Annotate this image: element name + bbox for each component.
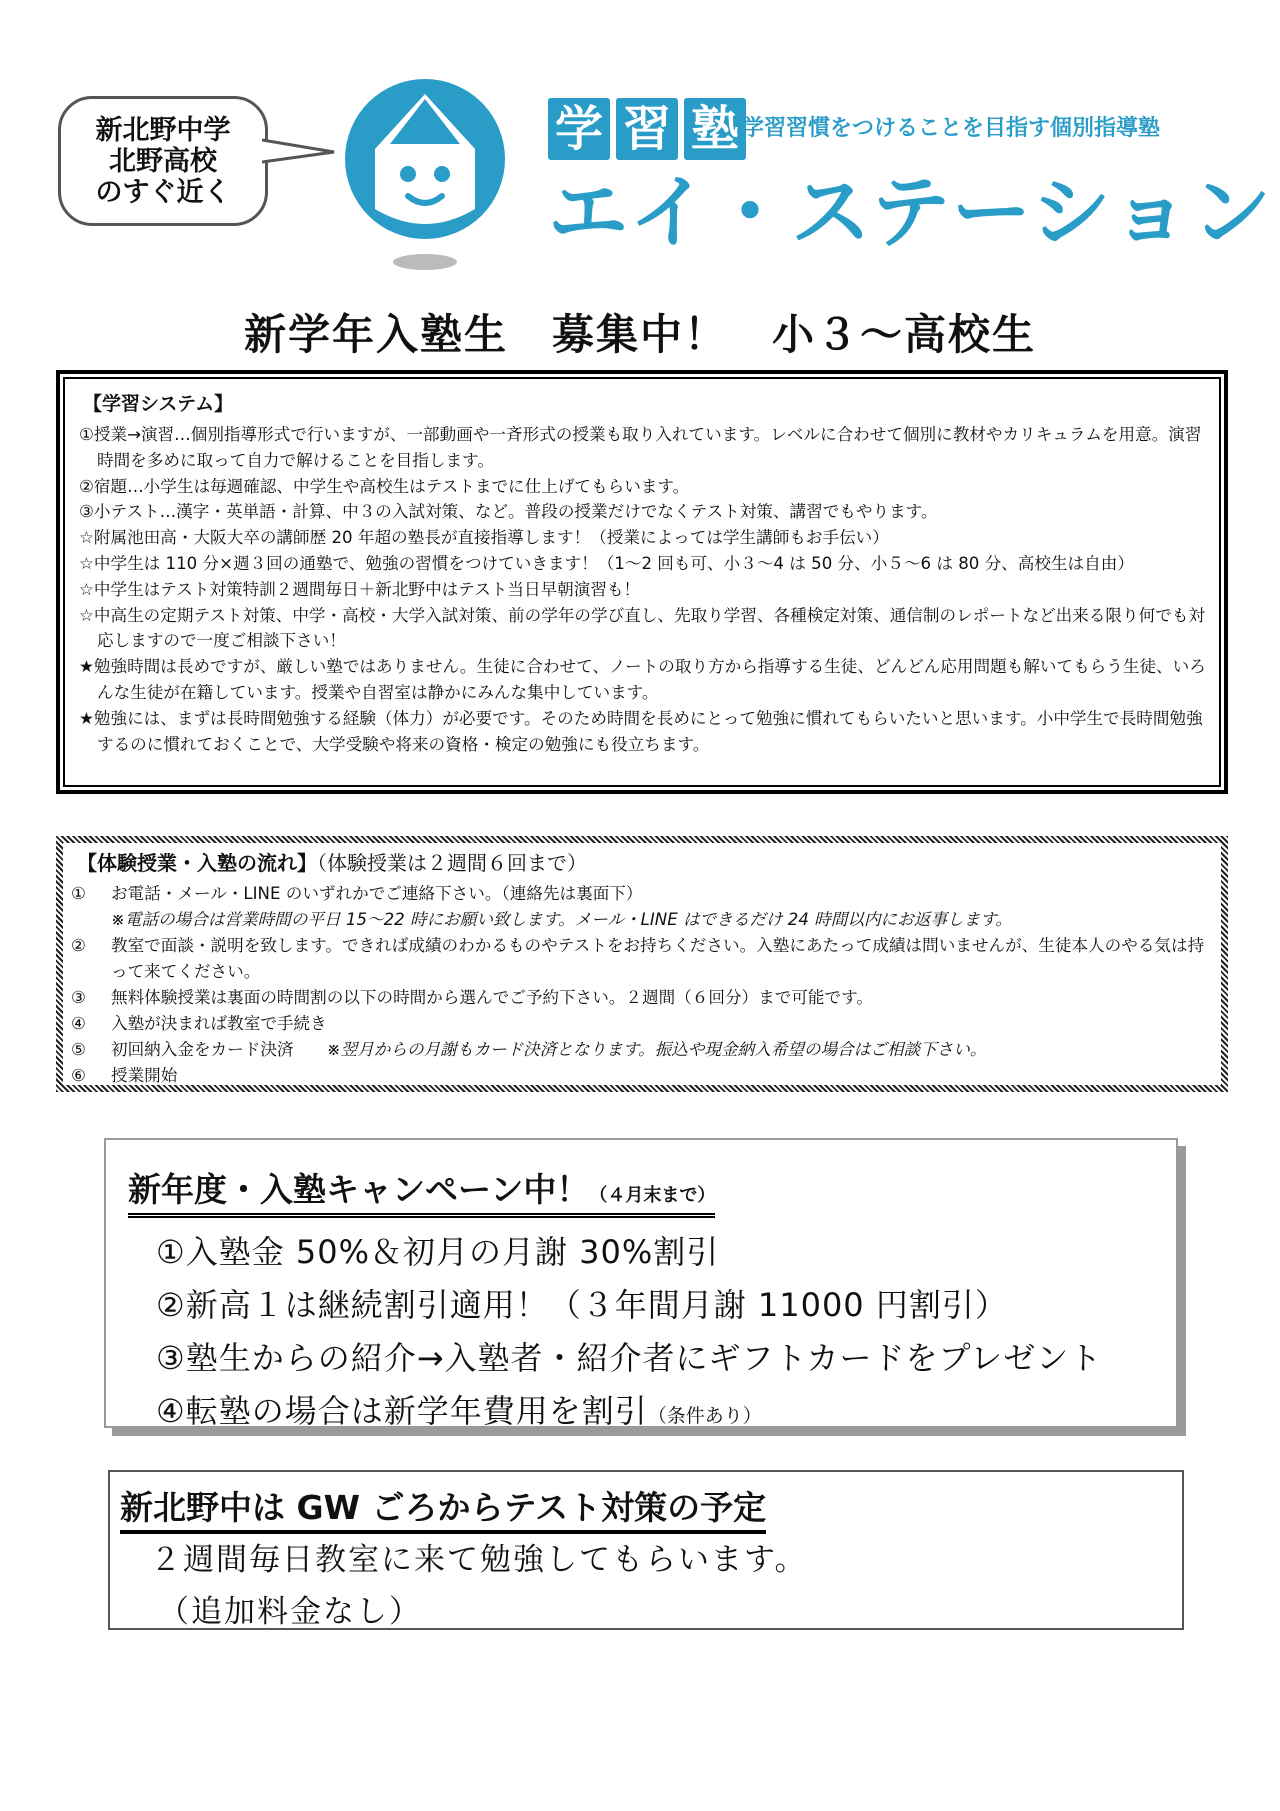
logo-mascot-icon [330,74,520,274]
brand-name: エイ・ステーション [548,166,1273,259]
list-item: ☆中学生はテスト対策特訓２週間毎日＋新北野中はテスト当日早朝演習も！ [79,579,641,599]
flow-step [71,1063,1209,1089]
learning-system-inner [63,377,1221,787]
campaign-box [104,1138,1178,1428]
enrollment-flow-subtitle: （体験授業は２週間６回まで） [317,851,587,875]
step-number: ① [71,884,86,903]
step-number: ⑥ [71,1066,86,1085]
step-number: ⑤ [71,1040,86,1059]
flow-step [71,881,1209,933]
campaign-title-text: 新年度・入塾キャンペーン中！ [128,1170,590,1209]
flow-step [71,985,1209,1011]
enrollment-flow-box [56,836,1228,1092]
step-text: お電話・メール・LINE のいずれかでご連絡下さい。（連絡先は裏面下） [111,884,643,903]
page-headline: 新学年入塾生 募集中！ 小３～高校生 [243,310,1036,359]
learning-system-title: 【学習システム】 [83,393,234,415]
logo-badge: 学 [548,98,610,160]
speech-bubble [58,96,268,226]
step-text: 授業開始 [111,1066,178,1085]
campaign-list [128,1226,1176,1443]
step-number: ③ [71,988,86,1007]
list-item: ★勉強には、まずは長時間勉強する経験（体力）が必要です。そのため時間を長めにとって勉強に慣れてもらいたいと思います。小中学生で長時間勉強するのに慣れておくことで、大学受験や将来の資格・検定の勉強にも役立ちます。 [79,708,1203,754]
gw-line: （追加料金なし） [158,1594,422,1630]
learning-system-box [56,370,1228,794]
list-item: ★勉強時間は長めですが、厳しい塾ではありません。生徒に合わせて、ノートの取り方から指導する生徒、どんどん応用問題も解いてもらう生徒、いろんな生徒が在籍しています。授業や自習室は静かにみんな集中しています。 [79,657,1206,702]
bubble-line: 新北野中学 [95,115,231,146]
flow-step [71,933,1209,985]
gw-title: 新北野中は GW ごろからテスト対策の予定 [120,1482,766,1534]
campaign-item: ②新高１は継続割引適用！（３年間月謝 11000 円割引） [156,1286,1008,1324]
flow-step [71,1011,1209,1037]
enrollment-flow-list [71,881,1209,1089]
campaign-item-note: （条件あり） [647,1405,762,1427]
campaign-item: ③塾生からの紹介→入塾者・紹介者にギフトカードをプレゼント [156,1339,1103,1377]
step-number: ② [71,936,86,955]
logo-badge: 習 [616,98,678,160]
campaign-period: （４月末まで） [589,1185,716,1206]
step-text: 入塾が決まれば教室で手続き [111,1014,327,1033]
step-note: ※翌月からの月謝もカード決済となります。振込や現金納入希望の場合はご相談下さい。 [326,1040,987,1059]
campaign-item [156,1385,1176,1443]
list-item: ☆中高生の定期テスト対策、中学・高校・大学入試対策、前の学年の学び直し、先取り学習、各種検定対策、通信制のレポートなど出来る限り何でも対応しますので一度ご相談下さい！ [79,605,1205,651]
step-text: 無料体験授業は裏面の時間割の以下の時間から選んでご予約下さい。２週間（６回分）まで可能です。 [111,988,873,1007]
list-item: ②宿題…小学生は毎週確認、中学生や高校生はテストまでに仕上げてもらいます。 [79,476,690,496]
list-item: ①授業→演習…個別指導形式で行いますが、一部動画や一斉形式の授業も取り入れています。レベルに合わせて個別に教材やカリキュラムを用意。演習時間を多めに取って自力で解けることを目指します。 [79,425,1202,470]
step-text: 教室で面談・説明を致します。できれば成績のわかるものやテストをお持ちください。入塾にあたって成績は問いませんが、生徒本人のやる気は持って来てください。 [111,936,1205,981]
gw-test-prep-box [108,1470,1184,1630]
step-note: ※電話の場合は営業時間の平日 15～22 時にお願い致します。メール・LINE はできるだけ 24 時間以内にお返事します。 [111,910,1012,929]
step-text-wrap [111,1037,1209,1063]
enrollment-flow-heading [77,847,1209,876]
enrollment-flow-title: 【体験授業・入塾の流れ】 [77,851,317,875]
tagline: 学習習慣をつけることを目指す個別指導塾 [742,116,1161,141]
list-item: ③小テスト…漢字・英単語・計算、中３の入試対策、など。普段の授業だけでなくテスト対策、講習でもやります。 [79,502,938,522]
logo-badges [548,98,746,160]
campaign-title [128,1164,715,1218]
learning-system-list [79,422,1207,757]
gw-line: ２週間毎日教室に来て勉強してもらいます。 [150,1542,808,1578]
campaign-item: ①入塾金 50%＆初月の月謝 30%割引 [156,1233,720,1271]
campaign-item-text: ④転塾の場合は新学年費用を割引 [156,1392,648,1430]
list-item: ☆中学生は 110 分×週３回の通塾で、勉強の習慣をつけていきます！（1～2 回も可、小３～4 は 50 分、小５～6 は 80 分、高校生は自由） [79,553,1134,573]
bubble-text [61,115,265,208]
bubble-line: 北野高校 [109,146,217,177]
flow-step [71,1037,1209,1063]
step-number: ④ [71,1014,86,1033]
bubble-line: のすぐ近く [95,177,231,208]
enrollment-flow-inner [63,843,1221,1085]
list-item: ☆附属池田高・大阪大卒の講師歴 20 年超の塾長が直接指導します！（授業によっては学生講師もお手伝い） [79,528,889,548]
logo-badge: 塾 [684,98,746,160]
step-text: 初回納入金をカード決済 [111,1040,294,1059]
